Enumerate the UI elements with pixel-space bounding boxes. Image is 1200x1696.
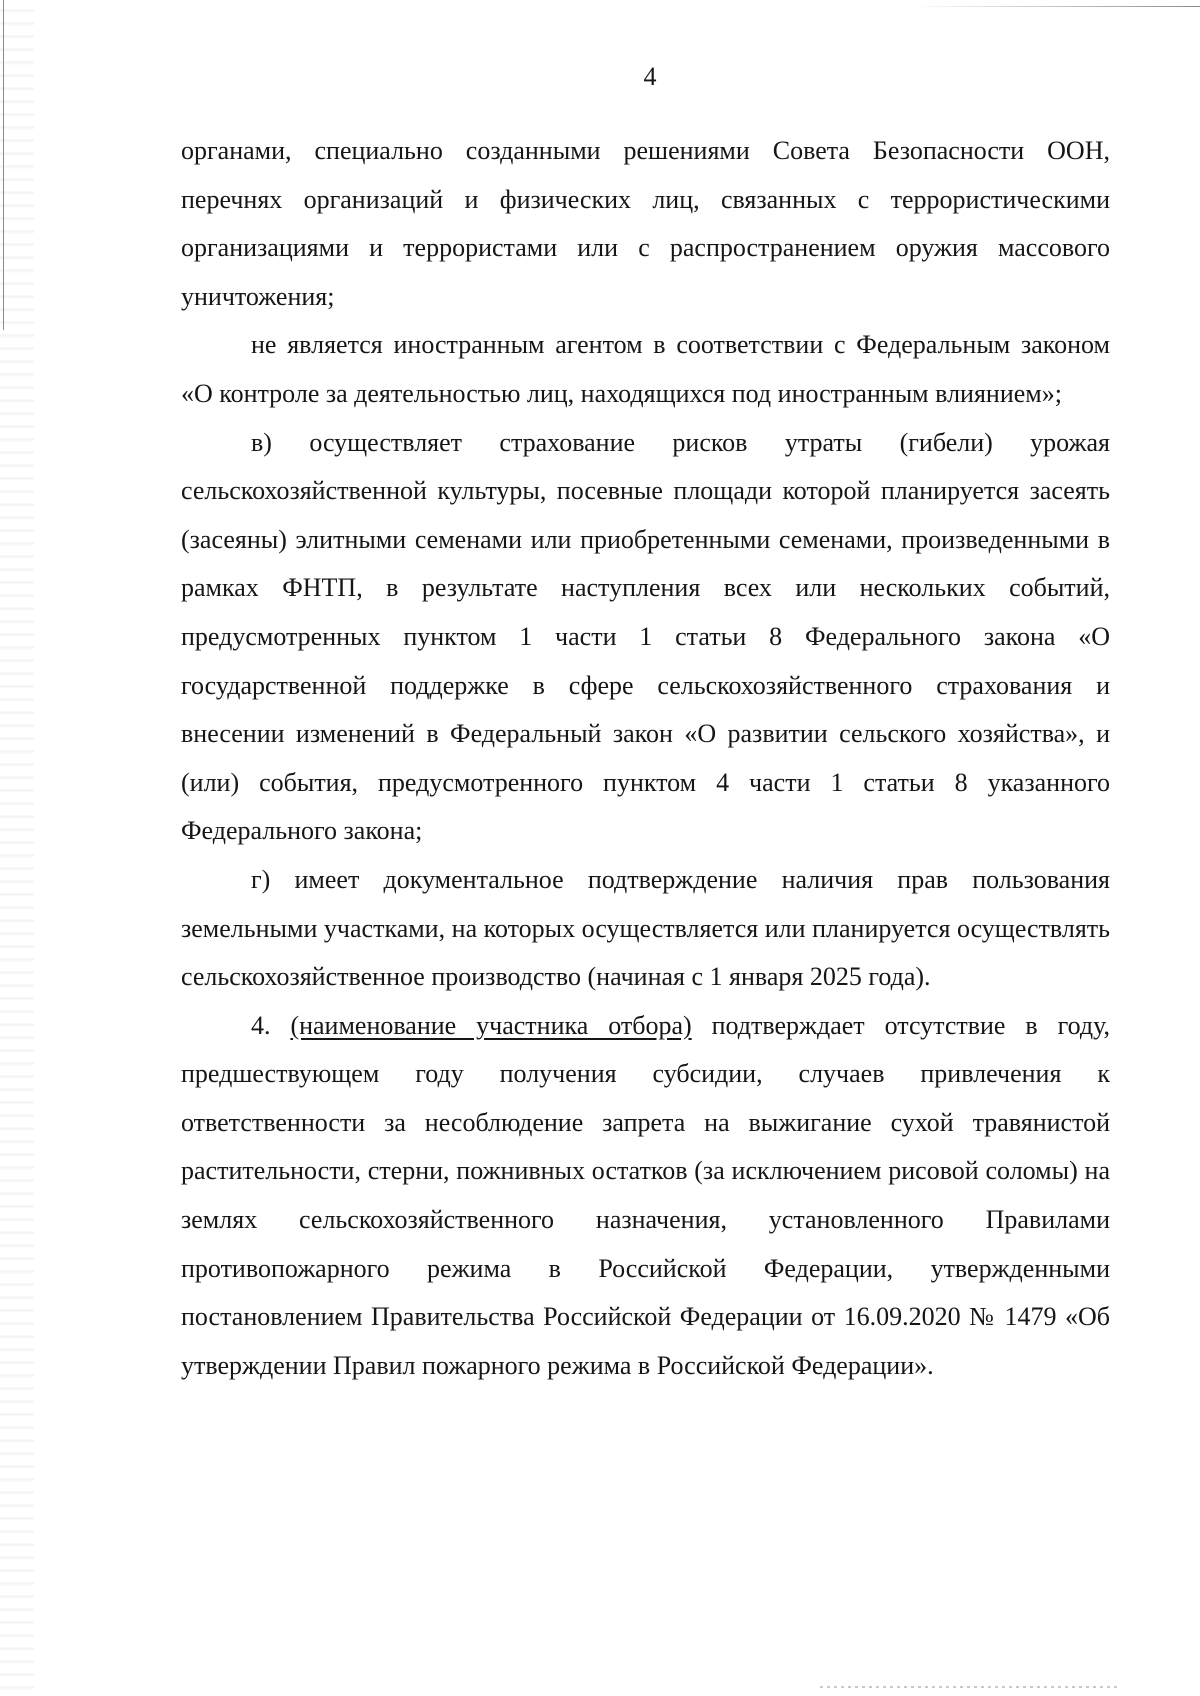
paragraph-item-v: в) осуществляет страхование рисков утраты (гибели) урожая сельскохозяйственной культуры, посевные площади которой планируется засеять (засеяны) элитными семенами или приобретенными семенами, произведенными в рамках ФНТП, в результате наступления всех или нескольких событий, предусмотренных пунктом 1 части 1 статьи 8 Федерального закона «О государственной поддержке в сфере сельскохозяйственного страхования и внесении изменений в Федеральный закон «О развитии сельского хозяйства», и (или) события, предусмотренного пунктом 4 части 1 статьи 8 указанного Федерального закона;	[181, 427, 1110, 846]
paragraph-continuation: органами, специально созданными решениями Совета Безопасности ООН, перечнях организаций и физических лиц, связанных с террористическими организациями и террористами или с распространением оружия массового уничтожения;	[181, 136, 1110, 311]
paragraph-item-g: г) имеет документальное подтверждение наличия прав пользования земельными участками, на которых осуществляется или планируется осуществлять сельскохозяйственное производство (начиная с 1 января 2025 года).	[181, 864, 1110, 992]
paragraph-section-4	[181, 1002, 1110, 1391]
section-number: 4.	[251, 1010, 271, 1040]
scan-edge-artifact	[0, 0, 34, 1696]
section-4-text: подтверждает отсутствие в году, предшествующем году получения субсидии, случаев привлечения к ответственности за несоблюдение запрета на выжигание сухой травянистой растительности, стерни, пожнивных остатков (за исключением рисовой соломы) на землях сельскохозяйственного назначения, установленного Правилами противопожарного режима в Российской Федерации, утвержденными постановлением Правительства Российской Федерации от 16.09.2020 № 1479 «Об утверждении Правил пожарного режима в Российской Федерации».	[181, 1010, 1110, 1380]
document-body	[181, 127, 1110, 1390]
scan-top-line	[910, 6, 1200, 7]
participant-name-placeholder: (наименование участника отбора)	[290, 1010, 692, 1040]
paragraph-foreign-agent: не является иностранным агентом в соответствии с Федеральным законом «О контроле за деятельностью лиц, находящихся под иностранным влиянием»;	[181, 330, 1110, 408]
page-number: 4	[643, 62, 657, 91]
scan-bottom-artifact	[820, 1686, 1120, 1688]
